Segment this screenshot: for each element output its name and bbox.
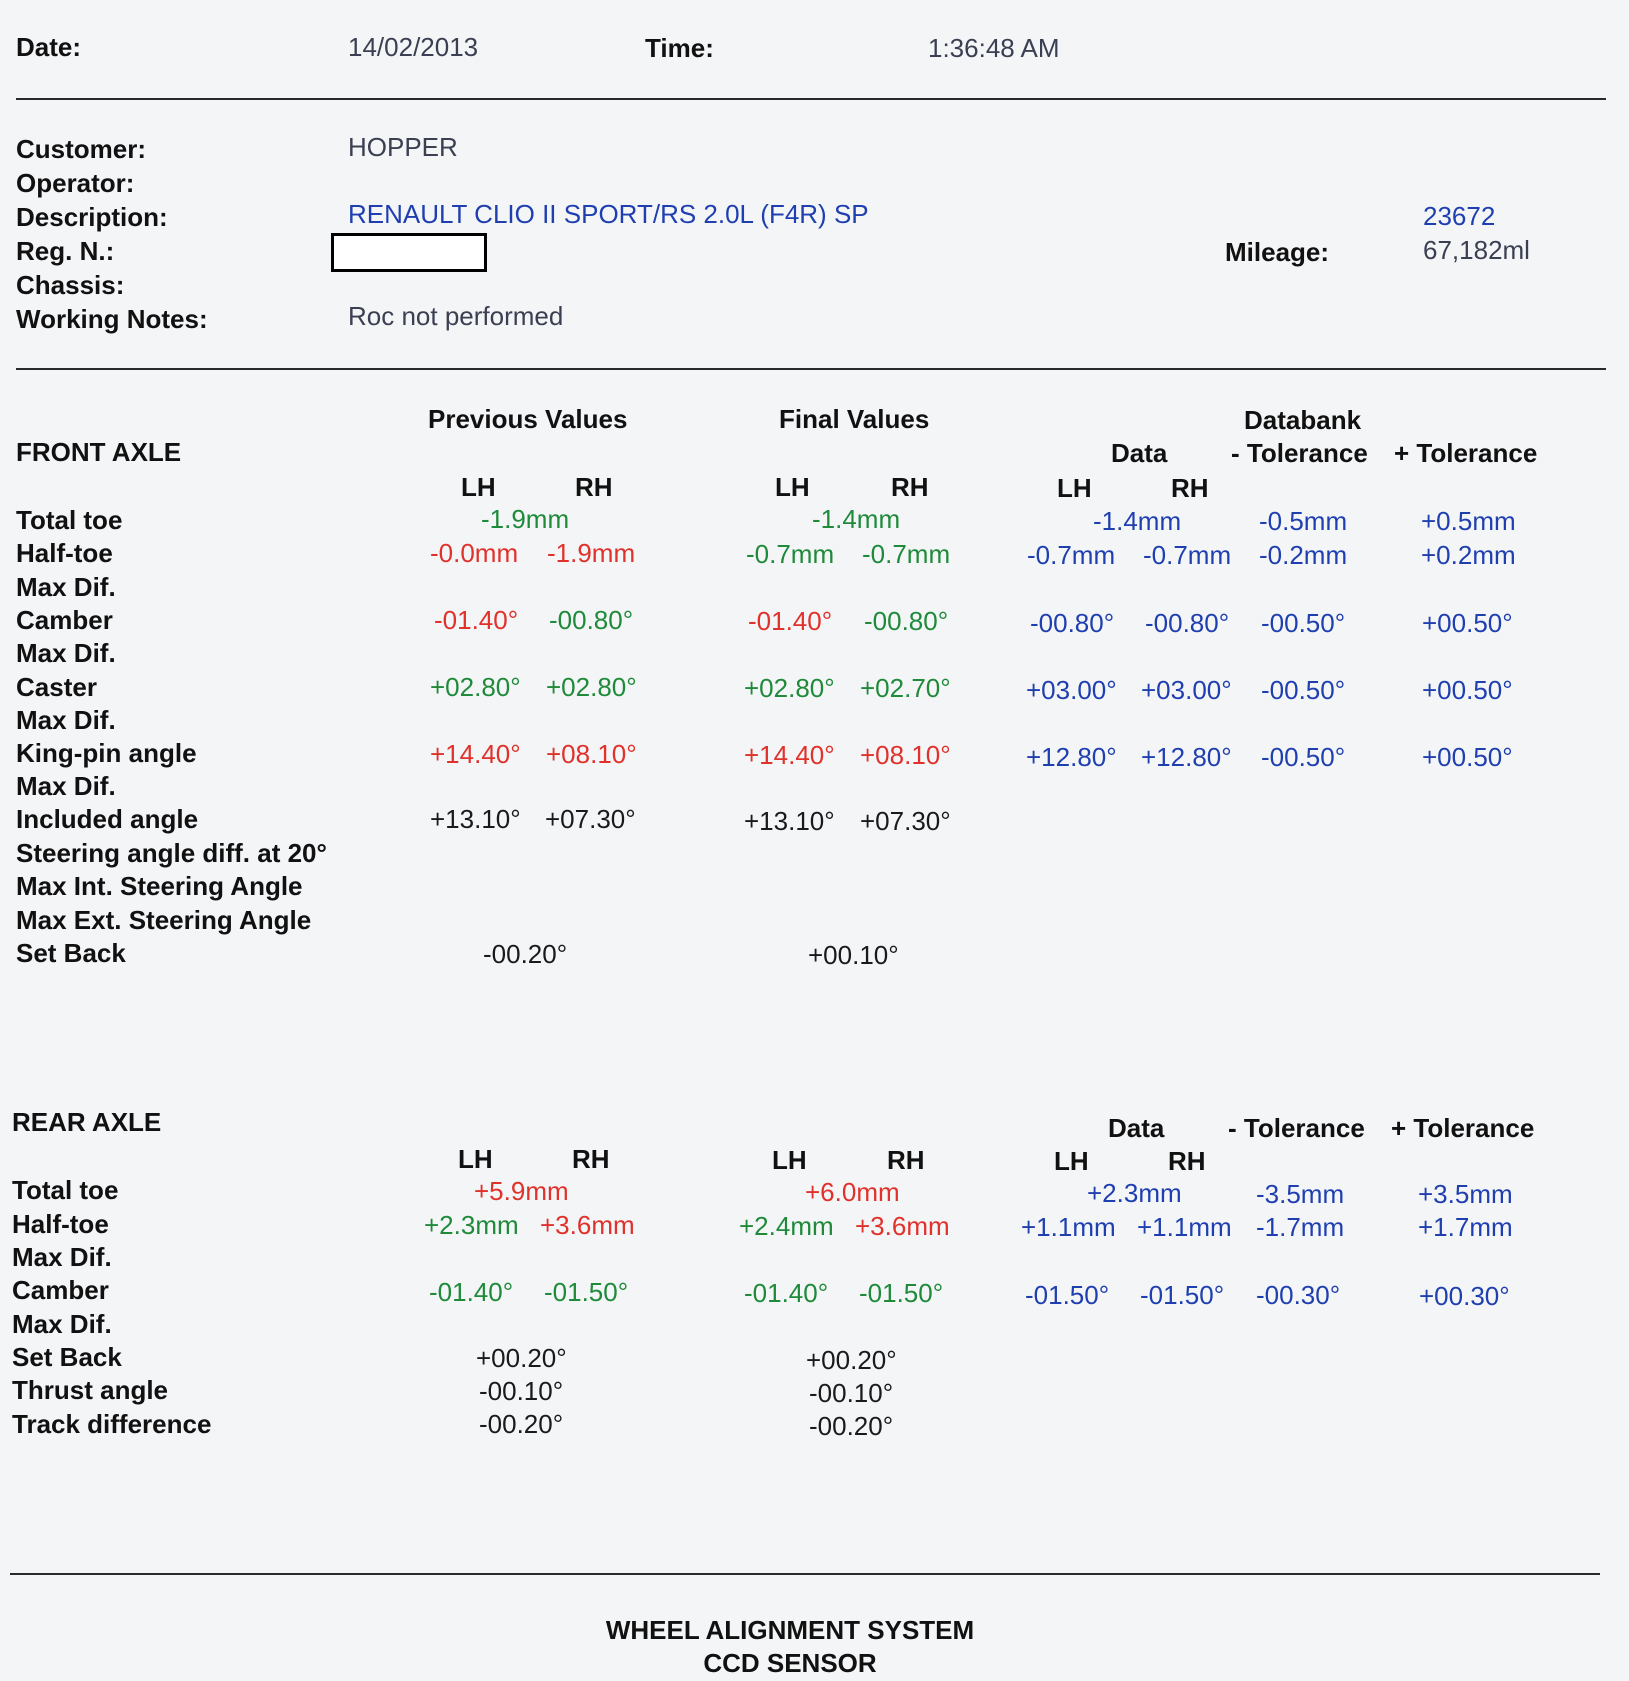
customer-label: Customer: bbox=[16, 134, 147, 164]
front-caster-data-lh: +03.00° bbox=[1026, 675, 1117, 705]
front-half-toe-final-rh: -0.7mm bbox=[862, 539, 951, 569]
rear-total-toe-label: Total toe bbox=[12, 1175, 119, 1205]
front-final-rh-header: RH bbox=[891, 472, 929, 502]
front-databank-header: Databank bbox=[1244, 405, 1362, 435]
front-set-back-final: +00.10° bbox=[808, 940, 899, 970]
header-divider bbox=[16, 98, 1606, 100]
rear-half-toe-data-rh: +1.1mm bbox=[1137, 1212, 1232, 1242]
front-caster-previous-rh: +02.80° bbox=[546, 672, 637, 702]
front-kingpin-previous-rh: +08.10° bbox=[546, 739, 637, 769]
front-half-toe-minus-tolerance: -0.2mm bbox=[1259, 540, 1348, 570]
front-camber-final-rh: -00.80° bbox=[864, 606, 949, 636]
rear-track-difference-label: Track difference bbox=[12, 1409, 212, 1439]
front-included-previous-lh: +13.10° bbox=[430, 804, 521, 834]
front-max-dif-label: Max Dif. bbox=[16, 705, 116, 735]
front-max-ext-steering-label: Max Ext. Steering Angle bbox=[16, 905, 312, 935]
rear-camber-minus-tolerance: -00.30° bbox=[1256, 1280, 1341, 1310]
rear-half-toe-final-rh: +3.6mm bbox=[855, 1211, 950, 1241]
rear-max-dif-label: Max Dif. bbox=[12, 1242, 112, 1272]
front-camber-label: Camber bbox=[16, 605, 113, 635]
footer-sensor-title: CCD SENSOR bbox=[703, 1648, 877, 1678]
front-caster-final-lh: +02.80° bbox=[744, 673, 835, 703]
rear-total-toe-plus-tolerance: +3.5mm bbox=[1418, 1179, 1513, 1209]
reg-number-redacted-box bbox=[331, 233, 487, 272]
front-camber-previous-rh: -00.80° bbox=[549, 605, 634, 635]
front-total-toe-plus-tolerance: +0.5mm bbox=[1421, 506, 1516, 536]
front-caster-minus-tolerance: -00.50° bbox=[1261, 675, 1346, 705]
front-camber-final-lh: -01.40° bbox=[748, 606, 833, 636]
rear-final-rh-header: RH bbox=[887, 1145, 925, 1175]
rear-thrust-angle-final: -00.10° bbox=[809, 1378, 894, 1408]
rear-camber-final-rh: -01.50° bbox=[859, 1278, 944, 1308]
working-notes-value: Roc not performed bbox=[348, 301, 564, 331]
front-kingpin-plus-tolerance: +00.50° bbox=[1422, 742, 1513, 772]
rear-half-toe-previous-lh: +2.3mm bbox=[424, 1210, 519, 1240]
rear-data-header: Data bbox=[1108, 1113, 1165, 1143]
front-half-toe-final-lh: -0.7mm bbox=[746, 539, 835, 569]
front-kingpin-data-rh: +12.80° bbox=[1141, 742, 1232, 772]
front-minus-tolerance-header: - Tolerance bbox=[1231, 438, 1368, 468]
front-half-toe-plus-tolerance: +0.2mm bbox=[1421, 540, 1516, 570]
date-value: 14/02/2013 bbox=[348, 32, 479, 62]
front-prev-rh-header: RH bbox=[575, 472, 613, 502]
front-max-int-steering-label: Max Int. Steering Angle bbox=[16, 871, 303, 901]
rear-half-toe-label: Half-toe bbox=[12, 1209, 109, 1239]
front-caster-label: Caster bbox=[16, 672, 97, 702]
rear-thrust-angle-previous: -00.10° bbox=[479, 1376, 564, 1406]
time-value: 1:36:48 AM bbox=[928, 33, 1060, 63]
rear-camber-label: Camber bbox=[12, 1275, 109, 1305]
front-camber-plus-tolerance: +00.50° bbox=[1422, 608, 1513, 638]
front-previous-header: Previous Values bbox=[428, 404, 628, 434]
rear-data-lh-header: LH bbox=[1054, 1146, 1089, 1176]
rear-thrust-angle-label: Thrust angle bbox=[12, 1375, 169, 1405]
front-included-previous-rh: +07.30° bbox=[545, 804, 636, 834]
front-prev-lh-header: LH bbox=[461, 472, 496, 502]
rear-set-back-previous: +00.20° bbox=[476, 1343, 567, 1373]
front-caster-plus-tolerance: +00.50° bbox=[1422, 675, 1513, 705]
rear-max-dif-label: Max Dif. bbox=[12, 1309, 112, 1339]
front-final-lh-header: LH bbox=[775, 472, 810, 502]
description-code: 23672 bbox=[1423, 201, 1496, 231]
front-max-dif-label: Max Dif. bbox=[16, 572, 116, 602]
front-included-final-lh: +13.10° bbox=[744, 806, 835, 836]
rear-track-difference-final: -00.20° bbox=[809, 1411, 894, 1441]
front-kingpin-label: King-pin angle bbox=[16, 738, 197, 768]
customer-value: HOPPER bbox=[348, 132, 458, 162]
mileage-value: 67,182ml bbox=[1423, 235, 1530, 265]
front-max-dif-label: Max Dif. bbox=[16, 771, 116, 801]
front-kingpin-previous-lh: +14.40° bbox=[430, 739, 521, 769]
rear-half-toe-final-lh: +2.4mm bbox=[739, 1211, 834, 1241]
front-plus-tolerance-header: + Tolerance bbox=[1394, 438, 1538, 468]
rear-camber-previous-lh: -01.40° bbox=[429, 1277, 514, 1307]
chassis-label: Chassis: bbox=[16, 270, 125, 300]
rear-minus-tolerance-header: - Tolerance bbox=[1228, 1113, 1365, 1143]
front-kingpin-minus-tolerance: -00.50° bbox=[1261, 742, 1346, 772]
front-caster-final-rh: +02.70° bbox=[860, 673, 951, 703]
working-notes-label: Working Notes: bbox=[16, 304, 208, 334]
front-included-final-rh: +07.30° bbox=[860, 806, 951, 836]
time-label: Time: bbox=[645, 33, 714, 63]
rear-prev-lh-header: LH bbox=[458, 1144, 493, 1174]
rear-prev-rh-header: RH bbox=[572, 1144, 610, 1174]
front-set-back-previous: -00.20° bbox=[483, 939, 568, 969]
front-half-toe-label: Half-toe bbox=[16, 538, 113, 568]
front-half-toe-data-rh: -0.7mm bbox=[1143, 540, 1232, 570]
date-label: Date: bbox=[16, 32, 82, 62]
description-value: RENAULT CLIO II SPORT/RS 2.0L (F4R) SP bbox=[348, 199, 869, 229]
rear-set-back-final: +00.20° bbox=[806, 1345, 897, 1375]
rear-track-difference-previous: -00.20° bbox=[479, 1409, 564, 1439]
front-total-toe-previous: -1.9mm bbox=[481, 504, 570, 534]
front-total-toe-minus-tolerance: -0.5mm bbox=[1259, 506, 1348, 536]
front-half-toe-data-lh: -0.7mm bbox=[1027, 540, 1116, 570]
rear-half-toe-minus-tolerance: -1.7mm bbox=[1256, 1212, 1345, 1242]
front-max-dif-label: Max Dif. bbox=[16, 638, 116, 668]
rear-plus-tolerance-header: + Tolerance bbox=[1391, 1113, 1535, 1143]
rear-half-toe-plus-tolerance: +1.7mm bbox=[1418, 1212, 1513, 1242]
front-camber-minus-tolerance: -00.50° bbox=[1261, 608, 1346, 638]
front-kingpin-final-rh: +08.10° bbox=[860, 740, 951, 770]
rear-total-toe-data: +2.3mm bbox=[1087, 1178, 1182, 1208]
rear-total-toe-minus-tolerance: -3.5mm bbox=[1256, 1179, 1345, 1209]
front-data-lh-header: LH bbox=[1057, 473, 1092, 503]
mileage-label: Mileage: bbox=[1225, 237, 1330, 267]
rear-half-toe-previous-rh: +3.6mm bbox=[540, 1210, 635, 1240]
front-caster-data-rh: +03.00° bbox=[1141, 675, 1232, 705]
rear-camber-plus-tolerance: +00.30° bbox=[1419, 1281, 1510, 1311]
front-half-toe-previous-lh: -0.0mm bbox=[430, 538, 519, 568]
front-camber-data-rh: -00.80° bbox=[1145, 608, 1230, 638]
operator-label: Operator: bbox=[16, 168, 135, 198]
front-steering-diff-label: Steering angle diff. at 20° bbox=[16, 838, 327, 868]
front-kingpin-data-lh: +12.80° bbox=[1026, 742, 1117, 772]
front-final-header: Final Values bbox=[779, 404, 930, 434]
rear-total-toe-previous: +5.9mm bbox=[474, 1176, 569, 1206]
rear-final-lh-header: LH bbox=[772, 1145, 807, 1175]
front-total-toe-label: Total toe bbox=[16, 505, 123, 535]
front-data-rh-header: RH bbox=[1171, 473, 1209, 503]
rear-total-toe-final: +6.0mm bbox=[805, 1177, 900, 1207]
front-total-toe-data: -1.4mm bbox=[1093, 506, 1182, 536]
rear-set-back-label: Set Back bbox=[12, 1342, 122, 1372]
rear-camber-data-rh: -01.50° bbox=[1140, 1280, 1225, 1310]
description-label: Description: bbox=[16, 202, 168, 232]
front-included-angle-label: Included angle bbox=[16, 804, 199, 834]
front-kingpin-final-lh: +14.40° bbox=[744, 740, 835, 770]
front-total-toe-final: -1.4mm bbox=[812, 504, 901, 534]
rear-camber-previous-rh: -01.50° bbox=[544, 1277, 629, 1307]
rear-data-rh-header: RH bbox=[1168, 1146, 1206, 1176]
rear-camber-final-lh: -01.40° bbox=[744, 1278, 829, 1308]
footer-system-title: WHEEL ALIGNMENT SYSTEM bbox=[605, 1615, 975, 1645]
rear-half-toe-data-lh: +1.1mm bbox=[1021, 1212, 1116, 1242]
info-divider bbox=[16, 368, 1606, 370]
front-caster-previous-lh: +02.80° bbox=[430, 672, 521, 702]
footer-divider bbox=[10, 1573, 1600, 1575]
front-set-back-label: Set Back bbox=[16, 938, 126, 968]
front-half-toe-previous-rh: -1.9mm bbox=[547, 538, 636, 568]
rear-axle-title: REAR AXLE bbox=[12, 1107, 162, 1137]
front-axle-title: FRONT AXLE bbox=[16, 437, 182, 467]
front-data-header: Data bbox=[1111, 438, 1168, 468]
front-camber-previous-lh: -01.40° bbox=[434, 605, 519, 635]
reg-label: Reg. N.: bbox=[16, 236, 115, 266]
rear-camber-data-lh: -01.50° bbox=[1025, 1280, 1110, 1310]
front-camber-data-lh: -00.80° bbox=[1030, 608, 1115, 638]
